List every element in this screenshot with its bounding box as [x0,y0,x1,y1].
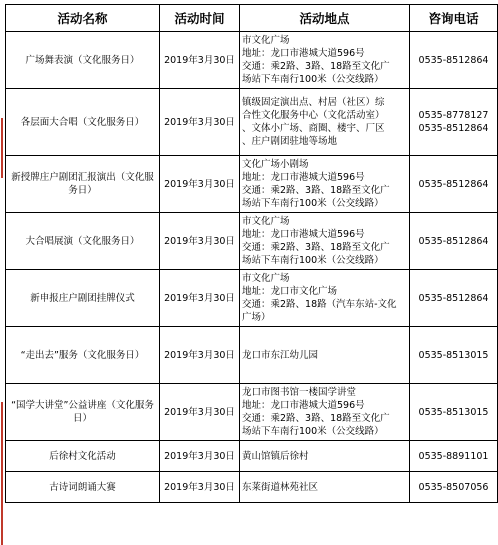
place-line: 地址：龙口市港城大道596号 [242,400,365,411]
place-line: 地址：龙口市港城大道596号 [242,48,365,59]
phone-number: 0535-8778127 [418,110,489,121]
place-line: 镇级固定演出点、村居（社区）综 [242,97,385,108]
place-line: 地址：龙口市港城大道596号 [242,172,365,183]
phone-number: 0535-8513015 [418,406,489,418]
activity-place-cell [240,327,410,384]
place-line: 交通：乘2路、18路（汽车东站-文化 [242,299,397,310]
table-row [6,89,498,156]
activity-time-cell: 2019年3月30日 [160,32,240,89]
activity-place-cell [240,270,410,327]
header-row [6,5,498,32]
place-line: 交通：乘2路、3路、18路至文化广 [242,242,390,253]
place-line: 黄山馆镇后徐村 [242,450,309,462]
events-table [5,4,498,503]
activity-place-cell [240,213,410,270]
phone-number: 0535-8512864 [418,178,489,190]
place-line: 地址：龙口市文化广场 [242,286,338,297]
table-row [6,384,498,441]
place-line: 文化广场小剧场 [242,159,309,170]
table-row [6,270,498,327]
inquiry-phone-cell [410,327,498,384]
activity-time-cell: 2019年3月30日 [160,213,240,270]
header-activity-name: 活动名称 [6,5,160,32]
header-activity-time: 活动时间 [160,5,240,32]
activity-time-cell: 2019年3月30日 [160,441,240,472]
inquiry-phone-cell [410,89,498,156]
activity-time-cell: 2019年3月30日 [160,472,240,503]
table-row [6,156,498,213]
place-line: 龙口市东江幼儿园 [242,349,319,361]
left-edge-marker-segment [1,118,3,178]
phone-number: 0535-8512864 [418,123,489,134]
place-line: 市文化广场 [242,35,290,46]
activity-time-cell: 2019年3月30日 [160,270,240,327]
place-line: 交通：乘2路、3路、18路至文化广 [242,185,390,196]
activity-name-cell: 大合唱展演（文化服务日） [6,213,160,270]
inquiry-phone-cell [410,441,498,472]
activity-place-cell [240,89,410,156]
table-row [6,441,498,472]
inquiry-phone-cell [410,213,498,270]
place-line: 场站下车南行100米（公交线路） [242,198,384,209]
place-line: 场站下车南行100米（公交线路） [242,74,384,85]
phone-number: 0535-8512864 [418,235,489,247]
activity-name-cell: 各层面大合唱（文化服务日） [6,89,160,156]
left-edge-marker-segment [1,402,3,545]
place-line: 广场） [242,312,271,323]
place-line: 、文体小广场、商圈、楼宇、厂区 [242,123,385,134]
activity-name-cell: 新申报庄户剧团挂牌仪式 [6,270,160,327]
activity-place-cell [240,441,410,472]
activity-time-cell: 2019年3月30日 [160,89,240,156]
phone-number: 0535-8507056 [418,481,489,493]
table-row [6,213,498,270]
activity-name-cell: “国学大讲堂”公益讲座（文化服务日） [6,384,160,441]
place-line: 合性文化服务中心（文化活动室） [242,110,385,121]
place-line: 交通：乘2路、3路、18路至文化广 [242,61,390,72]
place-line: 龙口市图书馆一楼国学讲堂 [242,387,357,398]
place-line: 市文化广场 [242,273,290,284]
activity-place-cell [240,472,410,503]
phone-number: 0535-8512864 [418,54,489,66]
activity-name-cell: 广场舞表演（文化服务日） [6,32,160,89]
header-inquiry-phone: 咨询电话 [410,5,498,32]
place-line: 场站下车南行100米（公交线路） [242,426,384,437]
phone-number: 0535-8512864 [418,292,489,304]
phone-number: 0535-8513015 [418,349,489,361]
activity-name-cell: 新授牌庄户剧团汇报演出（文化服务日） [6,156,160,213]
table-body [6,32,498,503]
table-row [6,327,498,384]
activity-time-cell: 2019年3月30日 [160,327,240,384]
table-row [6,32,498,89]
place-line: 市文化广场 [242,216,290,227]
activity-name-cell: 后徐村文化活动 [6,441,160,472]
inquiry-phone-cell [410,270,498,327]
activity-name-cell: “走出去”服务（文化服务日） [6,327,160,384]
inquiry-phone-cell [410,32,498,89]
place-line: 东莱街道林苑社区 [242,481,319,493]
activity-place-cell [240,32,410,89]
header-activity-place: 活动地点 [240,5,410,32]
place-line: 场站下车南行100米（公交线路） [242,255,384,266]
place-line: 、庄户剧团驻地等场地 [242,136,338,147]
place-line: 交通：乘2路、3路、18路至文化广 [242,413,390,424]
activity-name-cell: 古诗词朗诵大赛 [6,472,160,503]
place-line: 地址：龙口市港城大道596号 [242,229,365,240]
activity-place-cell [240,156,410,213]
inquiry-phone-cell [410,384,498,441]
phone-number: 0535-8891101 [418,450,489,462]
activity-time-cell: 2019年3月30日 [160,156,240,213]
inquiry-phone-cell [410,472,498,503]
activity-time-cell: 2019年3月30日 [160,384,240,441]
activity-place-cell [240,384,410,441]
table-row [6,472,498,503]
left-edge-marker [0,0,4,545]
inquiry-phone-cell [410,156,498,213]
